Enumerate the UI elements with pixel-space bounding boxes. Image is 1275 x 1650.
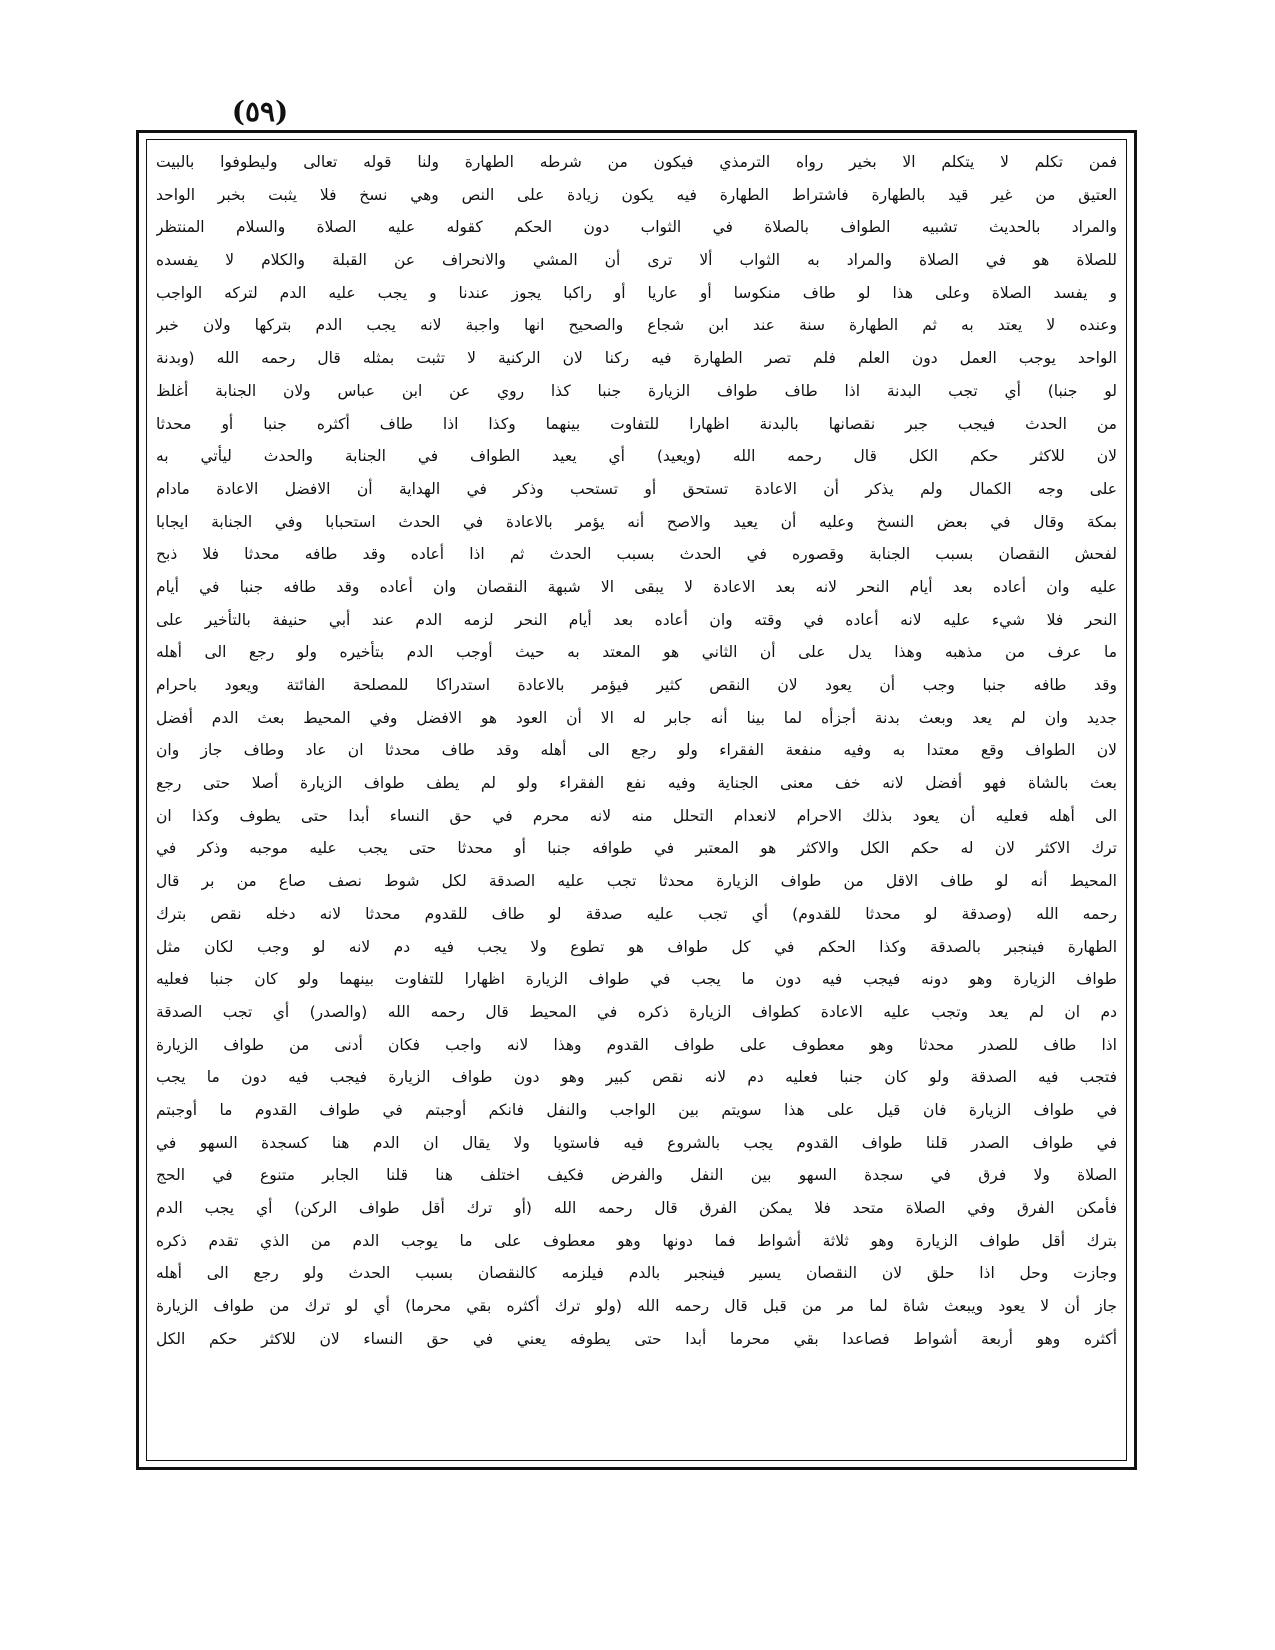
- text-line: فتجب فيه الصدقة ولو كان جنبا فعليه دم لانه نقص كبير وهو دون طواف الزيارة فيجب فيه دون ما يجب: [156, 1068, 1117, 1087]
- text-line: من الحدث فيجب جبر نقصانها بالبدنة اظهارا للتفاوت بينهما وكذا اذا طاف أكثره جنبا أو محدثا: [156, 414, 1117, 433]
- main-text-block: [156, 146, 1117, 1456]
- text-line: ما عرف من مذهبه وهذا يدل على أن الثاني هو المعتد به حيث أوجب الدم بتأخيره ولو رجع الى أهله: [156, 643, 1117, 662]
- text-line: رحمه الله (وصدقة لو محدثا للقدوم) أي تجب عليه صدقة لو طاف للقدوم محدثا لانه دخله نقص بترك: [156, 904, 1117, 923]
- text-line: دم ان لم يعد وتجب عليه الاعادة كطواف الزيارة ذكره في المحيط قال رحمه الله (والصدر) أي تجب الصدقة: [156, 1002, 1117, 1021]
- text-line: ترك الاكثر لان له حكم الكل والاكثر هو المعتبر في طوافه جنبا أو محدثا حتى يجب عليه موجبه وذكر في: [156, 839, 1117, 858]
- text-line: جاز أن لا يعود ويبعث شاة لما مر من قبل قال رحمه الله (ولو ترك أكثره بقي محرما) أي لو ترك من طواف الزيارة: [156, 1297, 1117, 1316]
- text-line: اذا طاف للصدر محدثا وهو معطوف على طواف القدوم وهذا لانه واجب فكان أدنى من طواف الزيارة: [156, 1035, 1117, 1054]
- text-line: فمن تكلم لا يتكلم الا بخير رواه الترمذي فيكون من شرطه الطهارة ولنا قوله تعالى وليطوفوا بالبيت: [156, 153, 1117, 171]
- text-line: الواحد يوجب العمل دون العلم فلم تصر الطهارة فيه ركنا لان الركنية لا تثبت بمثله قال رحمه الله (وبدنة: [156, 349, 1117, 368]
- text-line: بمكة وقال في بعض النسخ وعليه أن يعيد والاصح أنه يؤمر بالاعادة في الحدث استحبابا وفي الجنابة ايجابا: [156, 512, 1117, 531]
- text-line: لان الطواف وقع معتدا به وفيه منفعة الفقراء ولو رجع الى أهله وقد طاف محدثا ان عاد وطاف جاز وان: [156, 741, 1117, 760]
- text-line: أكثره وهو أربعة أشواط فصاعدا بقي محرما أبدا حتى يطوفه يعني في حق النساء لان للاكثر حكم الكل: [156, 1329, 1117, 1348]
- text-line: الصلاة ولا فرق في سجدة السهو بين النفل والفرض فكيف اختلف هنا قلنا الجابر متنوع في الحج: [156, 1166, 1117, 1185]
- text-line: فأمكن الفرق وفي الصلاة متحد فلا يمكن الفرق قال رحمه الله (أو ترك أقل طواف الركن) أي يجب الدم: [156, 1199, 1117, 1217]
- text-line: و يفسد الصلاة وعلى هذا لو طاف منكوسا أو عاريا أو راكبا يجوز عندنا و يجب عليه الدم لتركه الواجب: [156, 283, 1117, 302]
- text-line: الطهارة فينجبر بالصدقة وكذا الحكم في كل طواف هو تطوع ولا يجب فيه دم لانه لو وجب لكان مثل: [156, 937, 1117, 956]
- text-line: جديد وان لم يعد وبعث بدنة أجزأه لما بينا أنه جابر له الا أن العود هو الافضل وفي المحيط بعث الدم أفضل: [156, 708, 1117, 727]
- text-line: النحر فلا شيء عليه لانه أعاده في وقته وان أعاده بعد أيام النحر لزمه الدم عند أبي حنيفة بالتأخير على: [156, 610, 1117, 629]
- text-line: وعنده لا يعتد به ثم الطهارة سنة عند ابن شجاع والصحيح انها واجبة لانه يجب الدم بتركها ولان خبر: [156, 316, 1117, 335]
- text-line: على وجه الكمال ولم يذكر أن الاعادة تستحق أو تستحب وذكر في الهداية أن الافضل الاعادة مادام: [156, 479, 1117, 498]
- text-line: المحيط أنه لو طاف الاقل من طواف الزيارة محدثا تجب عليه الصدقة لكل شوط نصف صاع من بر قال: [156, 872, 1117, 891]
- text-line: [156, 1355, 1117, 1388]
- text-line: الى أهله فعليه أن يعود بذلك الاحرام لانعدام التحلل منه لانه محرم في حق النساء أبدا حتى يطوف وكذا ان: [156, 806, 1117, 825]
- text-line: في طواف الصدر قلنا طواف القدوم يجب بالشروع فيه فاستويا ولا يقال ان الدم هنا كسجدة السهو في: [156, 1133, 1117, 1152]
- text-line: لو جنبا) أي تجب البدنة اذا طاف طواف الزيارة جنبا كذا روي عن ابن عباس ولان الجنابة أغلظ: [156, 381, 1117, 400]
- text-line: والمراد بالحديث تشبيه الطواف بالصلاة في الثواب دون الحكم كقوله عليه الصلاة والسلام المنتظر: [156, 218, 1117, 237]
- text-line: وقد طافه جنبا وجب أن يعود لان النقص كثير فيؤمر بالاعادة استدراكا للمصلحة الفائتة ويعود باحرام: [156, 676, 1117, 694]
- text-line: لان للاكثر حكم الكل قال رحمه الله (ويعيد) أي يعيد الطواف في الجنابة والحدث ليأتي به: [156, 447, 1117, 466]
- text-line: بعث بالشاة فهو أفضل لانه خف معنى الجناية وفيه نفع الفقراء ولو لم يطف طواف الزيارة أصلا حتى رجع: [156, 774, 1117, 793]
- text-line: طواف الزيارة وهو دونه فيجب فيه دون ما يجب في طواف الزيارة اظهارا للتفاوت بينهما ولو كان جنبا فعليه: [156, 970, 1117, 989]
- page-number: (٥٩): [231, 95, 289, 128]
- text-line: وجازت وحل اذا حلق لان النقصان يسير فينجبر بالدم فيلزمه كالنقصان بسبب الحدث ولو رجع الى أهله: [156, 1264, 1117, 1283]
- text-line: للصلاة هو في الصلاة والمراد به الثواب ألا ترى أن المشي والانحراف عن القبلة والكلام لا يفسده: [156, 251, 1117, 270]
- text-line: العتيق من غير قيد بالطهارة فاشتراط الطهارة فيه يكون زيادة على النص وهي نسخ فلا يثبت بخبر الواحد: [156, 185, 1117, 204]
- text-line: عليه وان أعاده بعد أيام النحر لانه بعد الاعادة لا يبقى الا شبهة النقصان وان أعاده وقد طافه جنبا في أيام: [156, 577, 1117, 596]
- text-line: [156, 1388, 1117, 1421]
- text-line: بترك أقل طواف الزيارة وهو ثلاثة أشواط فما دونها وهو معطوف على ما يوجب الدم من الذي تقدم ذكره: [156, 1231, 1117, 1250]
- text-line: في طواف الزيارة فان قيل على هذا سويتم بين الواجب والنفل فانكم أوجبتم في طواف القدوم ما أوجبتم: [156, 1100, 1117, 1119]
- text-line: لفحش النقصان بسبب الجنابة وقصوره في الحدث بسبب الحدث ثم اذا أعاده وقد طافه محدثا فلا ذبح: [156, 545, 1117, 564]
